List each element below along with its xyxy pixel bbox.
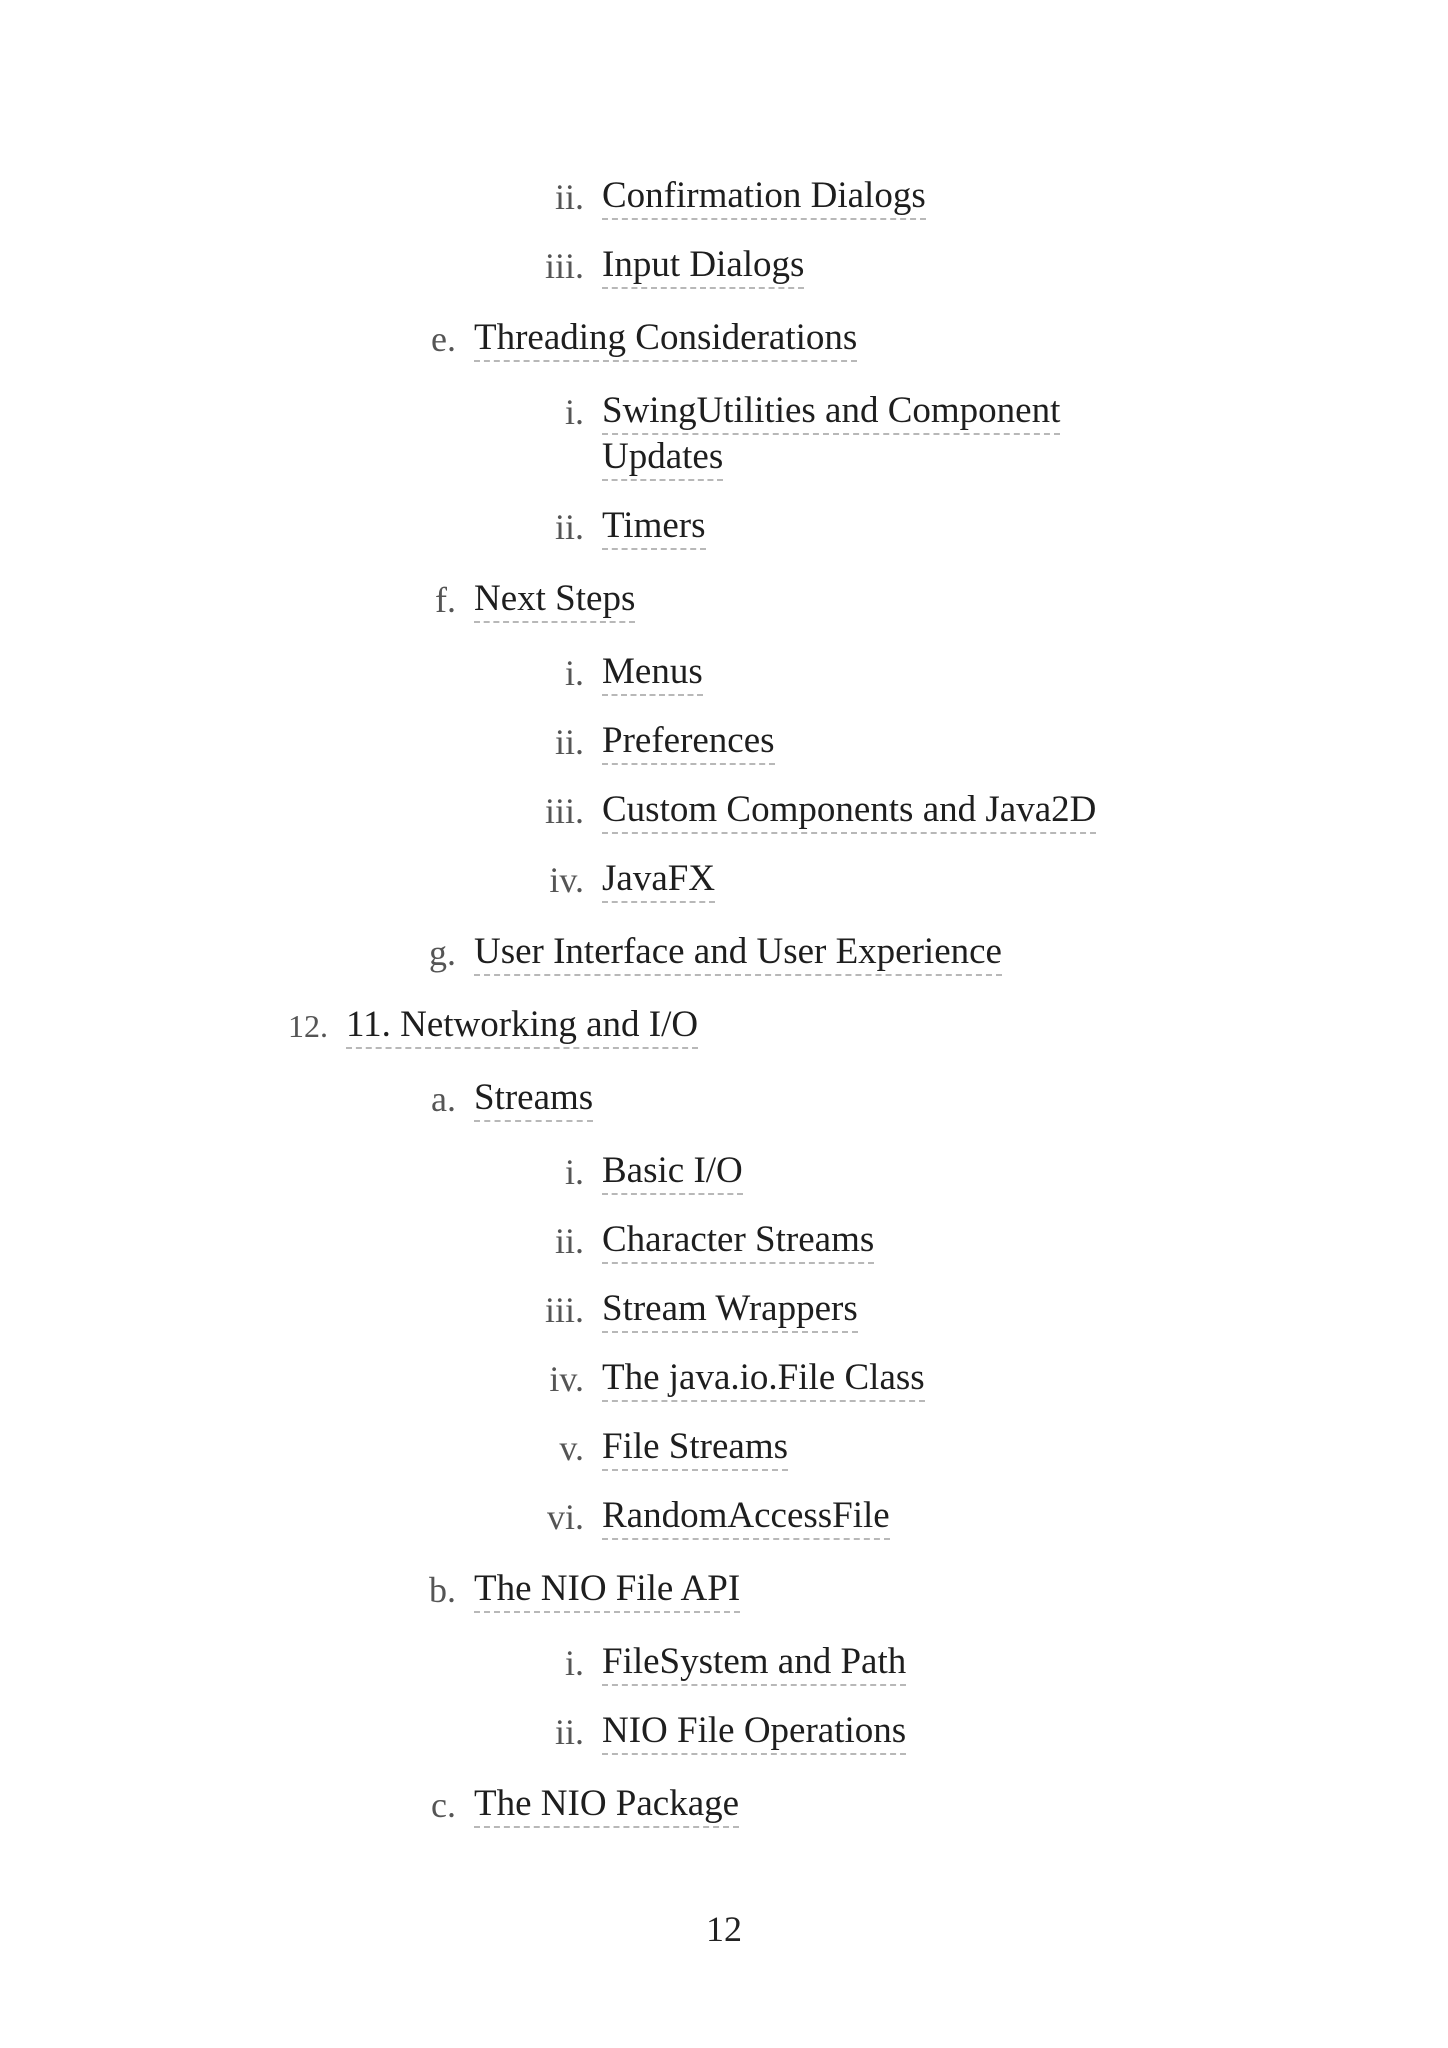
toc-link-custom-components[interactable]: Custom Components and Java2D [602, 788, 1096, 834]
page-number: 12 [706, 1909, 742, 1949]
toc-link-stream-wrappers[interactable]: Stream Wrappers [602, 1287, 858, 1333]
toc-link-swingutilities-line2[interactable]: Updates [602, 435, 723, 481]
toc-marker: iii. [544, 1290, 584, 1330]
toc-link-input-dialogs[interactable]: Input Dialogs [602, 243, 804, 289]
toc-marker: i. [564, 1152, 584, 1192]
toc-link-filesystem-path[interactable]: FileSystem and Path [602, 1640, 906, 1686]
toc-marker: iii. [544, 791, 584, 831]
toc-marker: ii. [554, 507, 584, 547]
toc-marker: i. [564, 392, 584, 432]
toc-marker: ii. [554, 1712, 584, 1752]
toc-marker: iv. [549, 1359, 584, 1399]
toc-link-threading-considerations[interactable]: Threading Considerations [474, 316, 857, 362]
toc-marker: iv. [549, 860, 584, 900]
toc-link-preferences[interactable]: Preferences [602, 719, 775, 765]
toc-link-networking-io[interactable]: 11. Networking and I/O [346, 1003, 698, 1049]
toc-marker: i. [564, 1643, 584, 1683]
toc-marker: ii. [554, 1221, 584, 1261]
toc-link-timers[interactable]: Timers [602, 504, 706, 550]
toc-marker: e. [431, 319, 456, 359]
toc-marker: c. [431, 1785, 456, 1825]
toc-link-menus[interactable]: Menus [602, 650, 703, 696]
toc-link-nio-package[interactable]: The NIO Package [474, 1782, 739, 1828]
toc-link-basic-io[interactable]: Basic I/O [602, 1149, 743, 1195]
toc-marker: ii. [554, 722, 584, 762]
toc-marker: v. [559, 1428, 584, 1468]
toc-marker: b. [429, 1570, 456, 1610]
toc-link-streams[interactable]: Streams [474, 1076, 593, 1122]
toc-link-nio-file-api[interactable]: The NIO File API [474, 1567, 740, 1613]
toc-link-confirmation-dialogs[interactable]: Confirmation Dialogs [602, 174, 926, 220]
toc-link-nio-file-operations[interactable]: NIO File Operations [602, 1709, 906, 1755]
toc-link-character-streams[interactable]: Character Streams [602, 1218, 874, 1264]
toc-link-ui-ux[interactable]: User Interface and User Experience [474, 930, 1002, 976]
toc-link-javafx[interactable]: JavaFX [602, 857, 715, 903]
toc-marker: ii. [554, 177, 584, 217]
toc-marker: g. [429, 933, 456, 973]
toc-link-java-io-file-class[interactable]: The java.io.File Class [602, 1356, 925, 1402]
toc-marker: a. [431, 1079, 456, 1119]
toc-link-swingutilities-line1[interactable]: SwingUtilities and Component [602, 389, 1060, 435]
toc-marker: f. [435, 580, 456, 620]
toc-marker: vi. [546, 1497, 584, 1537]
toc-marker: i. [564, 653, 584, 693]
toc-link-file-streams[interactable]: File Streams [602, 1425, 788, 1471]
toc-link-randomaccessfile[interactable]: RandomAccessFile [602, 1494, 890, 1540]
toc-link-next-steps[interactable]: Next Steps [474, 577, 635, 623]
toc-marker: iii. [544, 246, 584, 286]
toc-marker: 12. [288, 1008, 328, 1044]
